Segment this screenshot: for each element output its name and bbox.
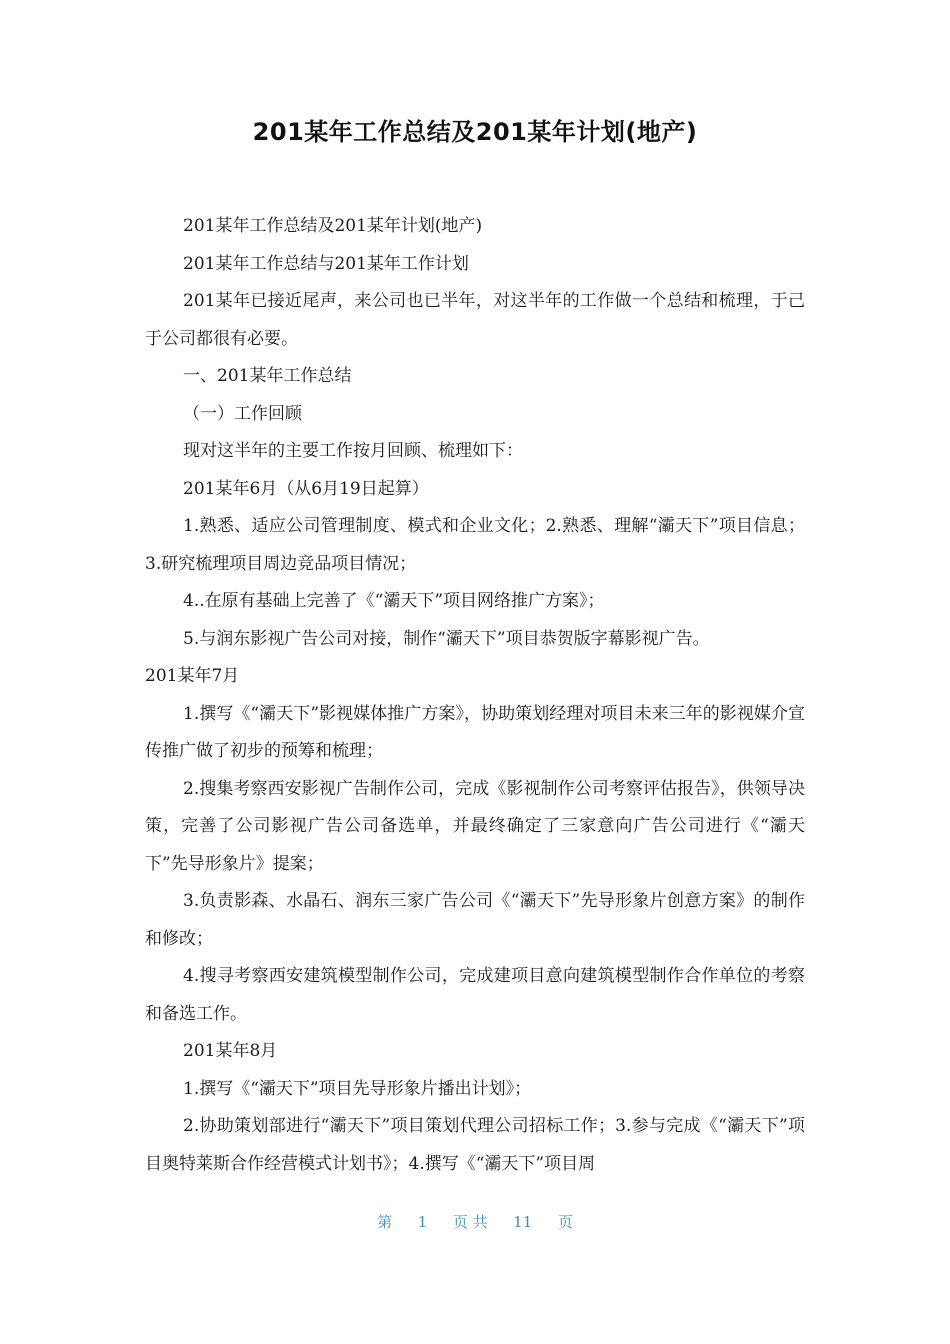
list-item: 4..在原有基础上完善了《“灞天下”项目网络推广方案》； <box>183 591 605 611</box>
list-item: 1.撰写《“灞天下”影视媒体推广方案》，协助策划经理对项目未来三年的影视媒介宣传推广做了初步的预筹和梳理； <box>145 703 805 761</box>
footer-middle: 页 共 <box>452 1213 488 1231</box>
month-heading: 201某年7月 <box>145 666 240 686</box>
paragraph: 201某年工作总结与201某年工作计划 <box>183 253 469 274</box>
month-heading: 201某年6月（从6月19日起算） <box>183 478 429 499</box>
list-item: 4.搜寻考察西安建筑模型制作公司，完成建项目意向建筑模型制作合作单位的考察和备选工作。 <box>145 966 805 1024</box>
paragraph: 201某年工作总结及201某年计划(地产) <box>183 216 483 236</box>
list-item: 1.撰写《“灞天下”项目先导形象片播出计划》； <box>183 1078 532 1099</box>
list-item: 2.搜集考察西安影视广告制作公司，完成《影视制作公司考察评估报告》，供领导决策，完善了公司影视广告公司备选单，并最终确定了三家意向广告公司进行《“灞天下”先导形象片》提案； <box>145 778 805 874</box>
footer-suffix: 页 <box>557 1213 573 1231</box>
document-title: 201某年工作总结及201某年计划(地产) <box>252 118 698 146</box>
document-body <box>145 208 805 1183</box>
list-item: 1.熟悉、适应公司管理制度、模式和企业文化；2.熟悉、理解“灞天下”项目信息；3.研究梳理项目周边竞品项目情况； <box>145 516 805 574</box>
month-heading: 201某年8月 <box>183 1041 278 1061</box>
list-item: 2.协助策划部进行“灞天下”项目策划代理公司招标工作；3.参与完成《“灞天下”项目奥特莱斯合作经营模式计划书》；4.撰写《“灞天下”项目周 <box>145 1116 805 1174</box>
page-footer <box>0 1208 950 1236</box>
paragraph: 现对这半年的主要工作按月回顾、梳理如下： <box>183 441 523 461</box>
footer-page-number: 1 <box>417 1213 428 1231</box>
subsection-heading: （一）工作回顾 <box>183 403 302 424</box>
paragraph: 201某年已接近尾声，来公司也已半年，对这半年的工作做一个总结和梳理，于己于公司都很有必要。 <box>145 291 805 349</box>
footer-total-pages: 11 <box>513 1213 533 1231</box>
section-heading: 一、201某年工作总结 <box>183 366 352 386</box>
footer-prefix: 第 <box>377 1213 393 1231</box>
list-item: 3.负责影森、水晶石、润东三家广告公司《“灞天下”先导形象片创意方案》的制作和修改； <box>145 891 805 949</box>
list-item: 5.与润东影视广告公司对接，制作“灞天下”项目恭贺版字幕影视广告。 <box>183 628 710 649</box>
